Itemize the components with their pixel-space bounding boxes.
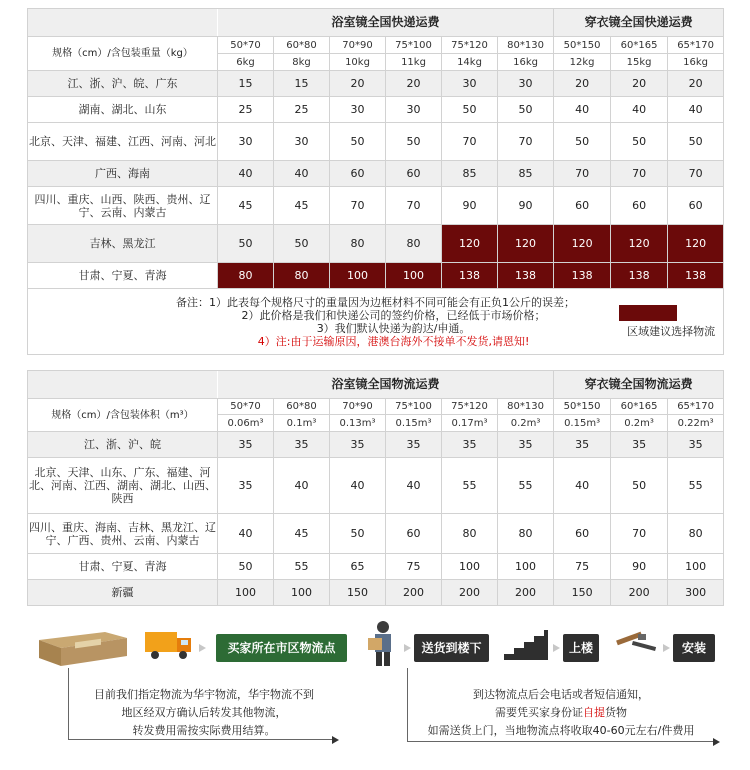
- logistics-size: 50*150: [554, 399, 611, 415]
- logistics-volume: 0.2m³: [611, 415, 668, 432]
- arrow-icon: [404, 644, 411, 652]
- logistics-info-text: [73, 686, 335, 740]
- price-cell: 80: [668, 514, 724, 554]
- price-cell: 55: [498, 458, 554, 514]
- note-line: 3）我们默认快递为韵达/申通。: [316, 321, 471, 335]
- price-cell: 85: [498, 161, 554, 187]
- price-cell: 50: [611, 458, 668, 514]
- price-cell: 40: [611, 97, 668, 123]
- price-cell: 60: [330, 161, 386, 187]
- express-weight: 11kg: [386, 54, 442, 71]
- price-cell: 200: [498, 580, 554, 606]
- text-line: 转发费用需按实际费用结算。: [132, 724, 276, 737]
- logistics-volume: 0.22m³: [668, 415, 724, 432]
- logistics-bathroom-mirror-title: 浴室镜全国物流运费: [218, 371, 554, 399]
- logistics-volume: 0.13m³: [330, 415, 386, 432]
- price-cell: 30: [442, 71, 498, 97]
- price-cell: 40: [218, 161, 274, 187]
- price-cell: 55: [668, 458, 724, 514]
- express-size: 50*150: [554, 37, 611, 54]
- step-deliver-downstairs: 送货到楼下: [414, 634, 489, 662]
- price-cell: 85: [442, 161, 498, 187]
- logistics-dressing-mirror-title: 穿衣镜全国物流运费: [554, 371, 724, 399]
- price-cell: 70: [611, 161, 668, 187]
- logistics-size: 65*170: [668, 399, 724, 415]
- express-weight: 10kg: [330, 54, 386, 71]
- price-cell: 50: [330, 514, 386, 554]
- arrow-icon: [199, 644, 206, 652]
- logistics-rate-row: [28, 432, 724, 458]
- price-cell: 80: [386, 225, 442, 263]
- express-weight: 15kg: [611, 54, 668, 71]
- region-cell: 北京、天津、福建、江西、河南、河北: [28, 123, 218, 161]
- price-cell: 70: [668, 161, 724, 187]
- price-cell: 138: [554, 263, 611, 289]
- logistics-size: 60*80: [274, 399, 330, 415]
- step-upstairs: 上楼: [563, 634, 599, 662]
- price-cell: 138: [498, 263, 554, 289]
- express-size: 50*70: [218, 37, 274, 54]
- price-cell: 100: [668, 554, 724, 580]
- price-cell: 50: [218, 225, 274, 263]
- logistics-rate-row: [28, 554, 724, 580]
- price-cell: 20: [330, 71, 386, 97]
- price-cell: 100: [274, 580, 330, 606]
- price-cell: 120: [668, 225, 724, 263]
- express-weight: 16kg: [498, 54, 554, 71]
- price-cell: 50: [274, 225, 330, 263]
- region-cell: 新疆: [28, 580, 218, 606]
- arrow-icon: [553, 644, 560, 652]
- price-cell: 40: [218, 514, 274, 554]
- logistics-volume: 0.15m³: [554, 415, 611, 432]
- logistics-rate-row: [28, 514, 724, 554]
- price-cell: 50: [611, 123, 668, 161]
- price-cell: 150: [330, 580, 386, 606]
- express-weight: 14kg: [442, 54, 498, 71]
- price-cell: 120: [442, 225, 498, 263]
- logistics-spec-label: 规格（cm）/含包装体积（m³）: [28, 399, 218, 432]
- price-cell: 80: [218, 263, 274, 289]
- step-install: 安装: [673, 634, 715, 662]
- price-cell: 200: [386, 580, 442, 606]
- text-line: 需要凭买家身份证自提货物: [495, 706, 627, 719]
- region-cell: 江、浙、沪、皖、广东: [28, 71, 218, 97]
- express-rate-row: [28, 225, 724, 263]
- price-cell: 60: [554, 187, 611, 225]
- price-cell: 45: [218, 187, 274, 225]
- price-cell: 35: [218, 458, 274, 514]
- price-cell: 30: [498, 71, 554, 97]
- region-cell: 甘肃、宁夏、青海: [28, 263, 218, 289]
- legend-text: 区域建议选择物流: [627, 325, 716, 338]
- region-cell: 甘肃、宁夏、青海: [28, 554, 218, 580]
- delivery-person-icon: [366, 620, 400, 668]
- arrow-icon: [663, 644, 670, 652]
- price-cell: 60: [554, 514, 611, 554]
- logistics-shipping-table: [27, 370, 724, 606]
- express-rate-row: [28, 97, 724, 123]
- price-cell: 138: [442, 263, 498, 289]
- price-cell: 80: [498, 514, 554, 554]
- express-notes: [28, 289, 724, 355]
- price-cell: 70: [442, 123, 498, 161]
- price-cell: 75: [386, 554, 442, 580]
- price-cell: 120: [611, 225, 668, 263]
- logistics-volume: 0.17m³: [442, 415, 498, 432]
- price-cell: 25: [218, 97, 274, 123]
- price-cell: 70: [498, 123, 554, 161]
- delivery-flow: [27, 612, 723, 762]
- express-bathroom-mirror-title: 浴室镜全国快递运费: [218, 9, 554, 37]
- price-cell: 20: [554, 71, 611, 97]
- price-cell: 35: [442, 432, 498, 458]
- express-shipping-table: [27, 8, 724, 355]
- express-weight: 16kg: [668, 54, 724, 71]
- express-weight: 6kg: [218, 54, 274, 71]
- price-cell: 35: [274, 432, 330, 458]
- express-size: 80*130: [498, 37, 554, 54]
- region-cell: 四川、重庆、海南、吉林、黑龙江、辽宁、广西、贵州、云南、内蒙古: [28, 514, 218, 554]
- price-cell: 35: [386, 432, 442, 458]
- price-cell: 200: [611, 580, 668, 606]
- price-cell: 60: [611, 187, 668, 225]
- price-cell: 100: [498, 554, 554, 580]
- price-cell: 70: [330, 187, 386, 225]
- express-size: 65*170: [668, 37, 724, 54]
- express-rate-row: [28, 161, 724, 187]
- logistics-volume: 0.2m³: [498, 415, 554, 432]
- price-cell: 40: [668, 97, 724, 123]
- price-cell: 75: [554, 554, 611, 580]
- price-cell: 90: [442, 187, 498, 225]
- price-cell: 30: [330, 97, 386, 123]
- price-cell: 35: [330, 432, 386, 458]
- price-cell: 90: [611, 554, 668, 580]
- express-size: 75*100: [386, 37, 442, 54]
- price-cell: 45: [274, 187, 330, 225]
- price-cell: 50: [442, 97, 498, 123]
- price-cell: 120: [498, 225, 554, 263]
- price-cell: 40: [554, 458, 611, 514]
- text-line: 到达物流点后会电话或者短信通知，: [473, 688, 649, 701]
- price-cell: 30: [274, 123, 330, 161]
- logistics-size: 60*165: [611, 399, 668, 415]
- express-rate-row: [28, 71, 724, 97]
- price-cell: 138: [668, 263, 724, 289]
- logistics-volume: 0.06m³: [218, 415, 274, 432]
- region-cell: 湖南、湖北、山东: [28, 97, 218, 123]
- logistics-size: 75*120: [442, 399, 498, 415]
- price-cell: 300: [668, 580, 724, 606]
- logistics-size: 70*90: [330, 399, 386, 415]
- price-cell: 60: [386, 161, 442, 187]
- region-cell: 四川、重庆、山西、陕西、贵州、辽宁、云南、内蒙古: [28, 187, 218, 225]
- price-cell: 20: [611, 71, 668, 97]
- text-line: 地区经双方确认后转发其他物流，: [121, 706, 287, 719]
- price-cell: 20: [668, 71, 724, 97]
- region-cell: 吉林、黑龙江: [28, 225, 218, 263]
- price-cell: 55: [274, 554, 330, 580]
- price-cell: 100: [442, 554, 498, 580]
- price-cell: 45: [274, 514, 330, 554]
- price-cell: 120: [554, 225, 611, 263]
- price-cell: 50: [554, 123, 611, 161]
- price-cell: 65: [330, 554, 386, 580]
- pickup-info-text: [409, 686, 713, 740]
- logistics-volume: 0.15m³: [386, 415, 442, 432]
- price-cell: 70: [554, 161, 611, 187]
- logistics-rate-row: [28, 458, 724, 514]
- express-size: 75*120: [442, 37, 498, 54]
- text-line: 如需送货上门，当地物流点将收取40-60元左右/件费用: [427, 724, 695, 737]
- price-cell: 138: [611, 263, 668, 289]
- logistics-size: 80*130: [498, 399, 554, 415]
- express-dressing-mirror-title: 穿衣镜全国快递运费: [554, 9, 724, 37]
- price-cell: 80: [442, 514, 498, 554]
- region-cell: 江、浙、沪、皖: [28, 432, 218, 458]
- logistics-size: 75*100: [386, 399, 442, 415]
- price-cell: 50: [330, 123, 386, 161]
- price-cell: 40: [274, 458, 330, 514]
- price-cell: 35: [218, 432, 274, 458]
- express-size: 60*165: [611, 37, 668, 54]
- price-cell: 40: [386, 458, 442, 514]
- self-pickup-highlight: 自提: [583, 706, 605, 719]
- express-spec-label: 规格（cm）/含包装重量（kg）: [28, 37, 218, 71]
- price-cell: 20: [386, 71, 442, 97]
- step-logistics-point: 买家所在市区物流点: [216, 634, 347, 662]
- note-line: 备注：1）此表每个规格尺寸的重量因为边框材料不同可能会有正负1公斤的误差；: [176, 295, 576, 309]
- truck-icon: [143, 628, 195, 662]
- price-cell: 50: [668, 123, 724, 161]
- tools-icon: [612, 628, 660, 658]
- price-cell: 30: [218, 123, 274, 161]
- price-cell: 150: [554, 580, 611, 606]
- region-cell: 广西、海南: [28, 161, 218, 187]
- express-size: 70*90: [330, 37, 386, 54]
- price-cell: 55: [442, 458, 498, 514]
- region-cell: 北京、天津、山东、广东、福建、河北、河南、江西、湖南、湖北、山西、陕西: [28, 458, 218, 514]
- price-cell: 80: [330, 225, 386, 263]
- logistics-volume: 0.1m³: [274, 415, 330, 432]
- price-cell: 35: [498, 432, 554, 458]
- price-cell: 70: [611, 514, 668, 554]
- price-cell: 60: [386, 514, 442, 554]
- note-line-warning: 4）注:由于运输原因，港澳台海外不接单不发货,请恩知!: [257, 334, 530, 348]
- express-size: 60*80: [274, 37, 330, 54]
- price-cell: 30: [386, 97, 442, 123]
- stairs-icon: [502, 630, 550, 662]
- price-cell: 40: [274, 161, 330, 187]
- price-cell: 100: [330, 263, 386, 289]
- price-cell: 15: [274, 71, 330, 97]
- express-rate-row: [28, 123, 724, 161]
- price-cell: 100: [218, 580, 274, 606]
- express-weight: 12kg: [554, 54, 611, 71]
- price-cell: 35: [668, 432, 724, 458]
- arrow-icon: [713, 738, 720, 746]
- logistics-size: 50*70: [218, 399, 274, 415]
- price-cell: 50: [386, 123, 442, 161]
- price-cell: 25: [274, 97, 330, 123]
- price-cell: 80: [274, 263, 330, 289]
- price-cell: 40: [554, 97, 611, 123]
- price-cell: 35: [554, 432, 611, 458]
- price-cell: 200: [442, 580, 498, 606]
- price-cell: 50: [498, 97, 554, 123]
- price-cell: 35: [611, 432, 668, 458]
- price-cell: 60: [668, 187, 724, 225]
- express-rate-row: [28, 263, 724, 289]
- note-line: 2）此价格是我们和快递公司的签约价格，已经低于市场价格；: [241, 308, 546, 322]
- price-cell: 50: [218, 554, 274, 580]
- express-weight: 8kg: [274, 54, 330, 71]
- price-cell: 15: [218, 71, 274, 97]
- text-line: 目前我们指定物流为华宇物流，华宇物流不到: [94, 688, 314, 701]
- legend-color-swatch: [619, 305, 677, 321]
- express-rate-row: [28, 187, 724, 225]
- price-cell: 100: [386, 263, 442, 289]
- price-cell: 70: [386, 187, 442, 225]
- price-cell: 40: [330, 458, 386, 514]
- price-cell: 90: [498, 187, 554, 225]
- package-box-icon: [35, 626, 131, 668]
- logistics-rate-row: [28, 580, 724, 606]
